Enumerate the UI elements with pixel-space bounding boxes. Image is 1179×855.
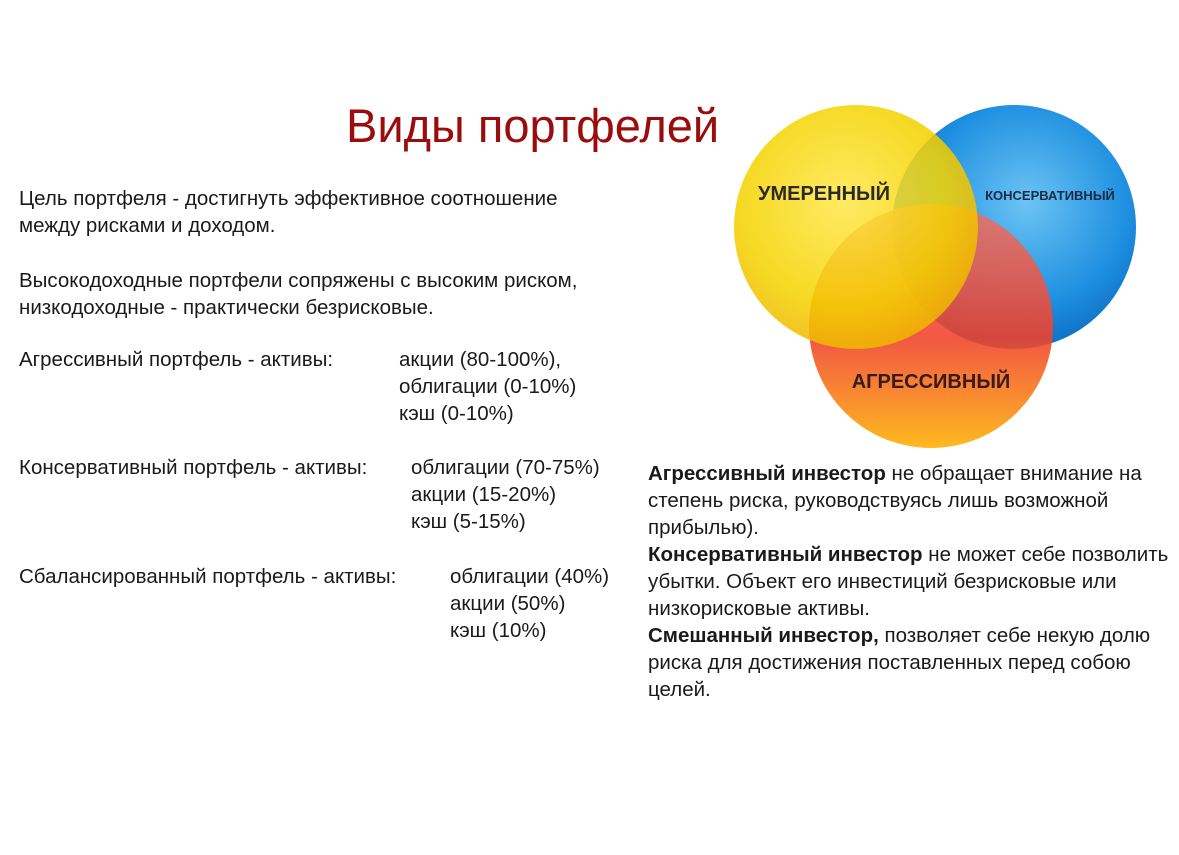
aggressive-portfolio-assets (399, 346, 576, 427)
risk-line-1: Высокодоходные портфели сопряжены с высоким риском, (19, 269, 578, 292)
investor-conservative (648, 541, 1173, 622)
asset-item: облигации (40%) (450, 565, 610, 588)
asset-item: облигации (0-10%) (399, 375, 577, 398)
moderate-label: УМЕРЕННЫЙ (758, 183, 890, 205)
aggressive-portfolio-label: Агрессивный портфель - активы: (19, 348, 334, 371)
asset-item: акции (50%) (450, 592, 566, 615)
balanced-portfolio-label: Сбалансированный портфель - активы: (19, 565, 397, 588)
goal-paragraph (19, 185, 558, 239)
investor-conservative-term: Консервативный инвестор (648, 543, 923, 566)
conservative-label: КОНСЕРВАТИВНЫЙ (985, 188, 1115, 203)
risk-line-2: низкодоходные - практически безрисковые. (19, 296, 434, 319)
asset-item: акции (15-20%) (411, 483, 557, 506)
investor-types (648, 460, 1173, 703)
risk-paragraph (19, 267, 577, 321)
investor-conservative-desc: не может себе позволить убытки. Объект его инвестиций безрисковые или низкорисковые активы. (648, 543, 1169, 620)
investor-aggressive-term: Агрессивный инвестор (648, 462, 886, 485)
asset-item: акции (80-100%), (399, 348, 562, 371)
asset-item: кэш (0-10%) (399, 402, 514, 425)
goal-line-1: Цель портфеля - достигнуть эффективное соотношение (19, 187, 558, 210)
page-title: Виды портфелей (346, 99, 720, 152)
portfolio-venn-diagram (716, 90, 1166, 460)
investor-mixed-desc: позволяет себе некую долю риска для достижения поставленных перед собою целей. (648, 624, 1151, 701)
asset-item: кэш (5-15%) (411, 510, 526, 533)
conservative-portfolio-label: Консервативный портфель - активы: (19, 456, 368, 479)
aggressive-label: АГРЕССИВНЫЙ (851, 371, 1011, 393)
asset-item: облигации (70-75%) (411, 456, 600, 479)
investor-mixed-term: Смешанный инвестор, (648, 624, 879, 647)
moderate-circle (734, 105, 978, 349)
balanced-portfolio-assets (450, 563, 609, 644)
goal-line-2: между рисками и доходом. (19, 214, 276, 237)
conservative-portfolio-assets (411, 454, 600, 535)
investor-mixed (648, 622, 1173, 703)
investor-aggressive-desc: не обращает внимание на степень риска, руководствуясь лишь возможной прибылью). (648, 462, 1142, 539)
investor-aggressive (648, 460, 1173, 541)
asset-item: кэш (10%) (450, 619, 547, 642)
